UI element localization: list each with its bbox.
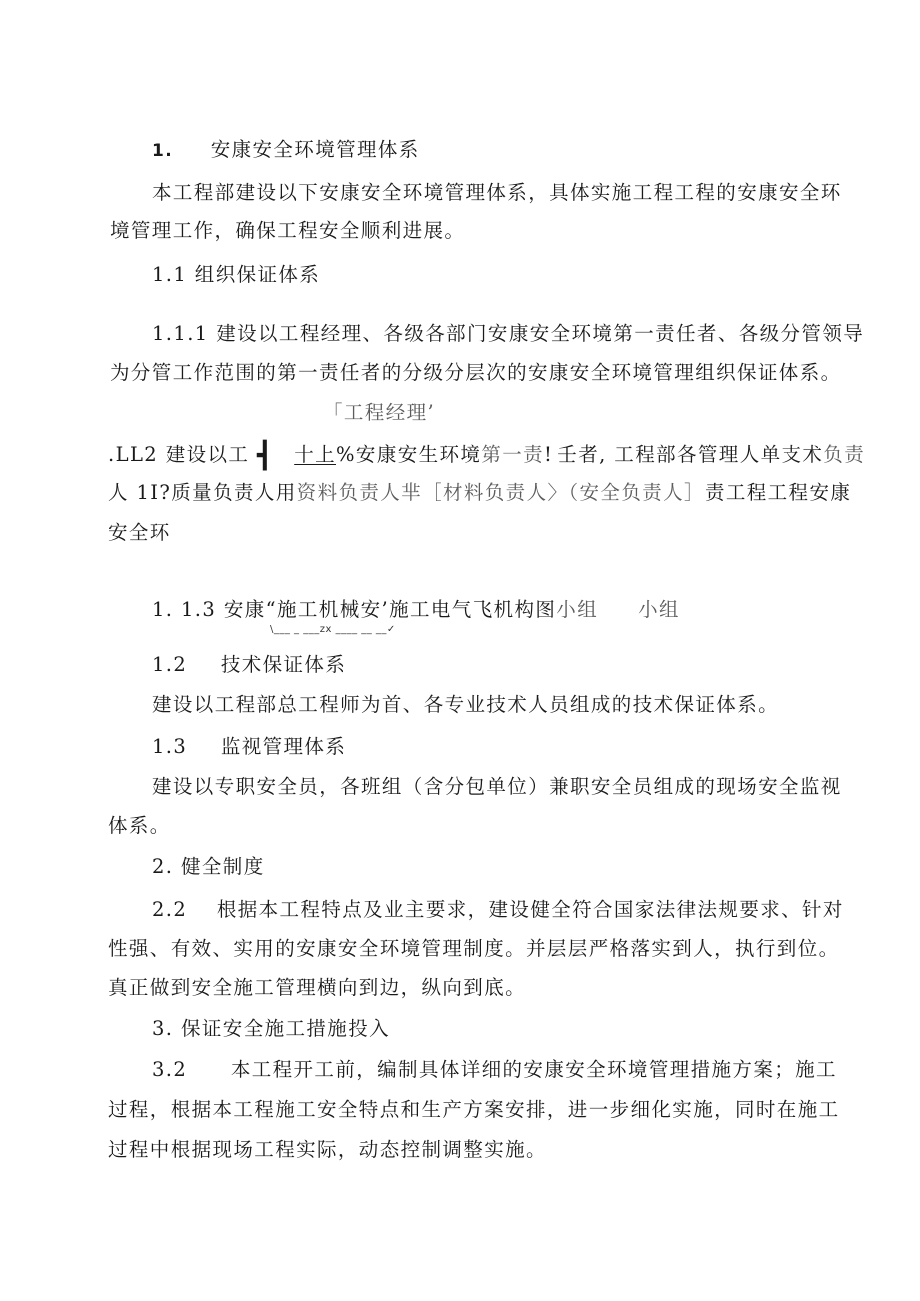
para-1-1-1-line-1: 1.1.1 建设以工程经理、各级各部门安康安全环境第一责任者、各级分管领导 xyxy=(152,322,865,345)
org-chart-text-b: 十上 xyxy=(294,443,336,466)
para-1-1-3-underline-marks: \___ _ ___zx ____ __ __✓ xyxy=(270,624,396,635)
section-1-1-heading: 1.1 组织保证体系 xyxy=(152,263,321,286)
org-chart-connector-mark: ┫ xyxy=(256,441,273,471)
org-chart-text-e: ! xyxy=(544,443,554,466)
para-3-2-line-1 xyxy=(152,1058,837,1081)
para-1-1-3 xyxy=(152,598,680,621)
org-chart-text-l2b: 质量负责人用 xyxy=(171,481,297,504)
section-1-heading xyxy=(152,138,420,161)
section-1-2-heading xyxy=(152,653,346,676)
org-chart-text-d: 第一责 xyxy=(481,443,545,466)
section-1-3-line-2: 体系。 xyxy=(108,814,171,837)
para-3-2-line-3: 过程中根据现场工程实际，动态控制调整实施。 xyxy=(108,1138,547,1161)
para-2-2-number: 2.2 xyxy=(152,898,188,921)
section-1-title: 安康安全环境管理体系 xyxy=(210,138,420,161)
org-chart-text-f: 壬者, 工程部各管理人单支术 xyxy=(557,443,824,466)
para-2-2-text-1: 根据本工程特点及业主要求，建设健全符合国家法律法规要求、针对 xyxy=(216,898,844,921)
section-1-3-line-1: 建设以专职安全员，各班组（含分包单位）兼职安全员组成的现场安全监视 xyxy=(152,775,842,798)
para-1-1-1-line-2: 为分管工作范围的第一责任者的分级分层次的安康安全环境管理组织保证体系。 xyxy=(110,361,842,384)
section-1-2-title: 技术保证体系 xyxy=(220,653,347,676)
org-chart-text-a: .LL2 建设以工 xyxy=(108,443,250,466)
section-1-2-number: 1.2 xyxy=(152,653,188,676)
org-chart-text-l2a: 人 1I? xyxy=(108,481,172,504)
section-1-3-heading xyxy=(152,735,346,758)
org-chart-text-l2c: 资料负责人芈［材料负责人〉（安全负责人］ xyxy=(296,481,705,504)
para-1-1-3-group-1: 小组 xyxy=(556,598,599,621)
intro-line-1: 本工程部建设以下安康安全环境管理体系，具体实施工程工程的安康安全环 xyxy=(152,181,842,204)
org-chart-line-2 xyxy=(108,481,851,504)
section-1-3-title: 监视管理体系 xyxy=(220,735,347,758)
section-1-2-body: 建设以工程部总工程师为首、各专业技术人员组成的技术保证体系。 xyxy=(152,693,780,716)
section-3-heading: 3. 保证安全施工措施投入 xyxy=(152,1017,391,1040)
section-2-heading: 2. 健全制度 xyxy=(152,855,265,878)
org-chart-text-c: %安康安生环境 xyxy=(336,443,482,466)
para-3-2-text-1: 本工程开工前，编制具体详细的安康安全环境管理措施方案；施工 xyxy=(230,1058,837,1081)
org-chart-text-l2d: 责工程工程安康 xyxy=(704,481,852,504)
org-chart-text-g: 负责 xyxy=(823,443,866,466)
para-2-2-line-3: 真正做到安全施工管理横向到边，纵向到底。 xyxy=(108,976,527,999)
intro-line-2: 境管理工作，确保工程安全顺利进展。 xyxy=(110,219,466,242)
para-2-2-line-2: 性强、有效、实用的安康安全环境管理制度。并层层严格落实到人，执行到位。 xyxy=(108,937,840,960)
para-1-1-3-label: 1. 1.3 安康 xyxy=(152,598,266,621)
org-chart-line-1 xyxy=(108,441,865,472)
section-1-number: 1. xyxy=(152,141,174,161)
para-3-2-line-2: 过程，根据本工程施工安全特点和生产方案安排，进一步细化实施，同时在施工 xyxy=(108,1098,840,1121)
para-2-2-line-1 xyxy=(152,898,844,921)
org-chart-top-box: 「工程经理’ xyxy=(323,401,436,424)
para-1-1-3-group-2: 小组 xyxy=(638,598,680,621)
org-chart-line-3: 安全环 xyxy=(108,521,171,544)
para-1-1-3-text: “施工机械安’施工电气飞机构图 xyxy=(265,598,557,621)
section-1-3-number: 1.3 xyxy=(152,735,188,758)
para-3-2-number: 3.2 xyxy=(152,1058,188,1081)
